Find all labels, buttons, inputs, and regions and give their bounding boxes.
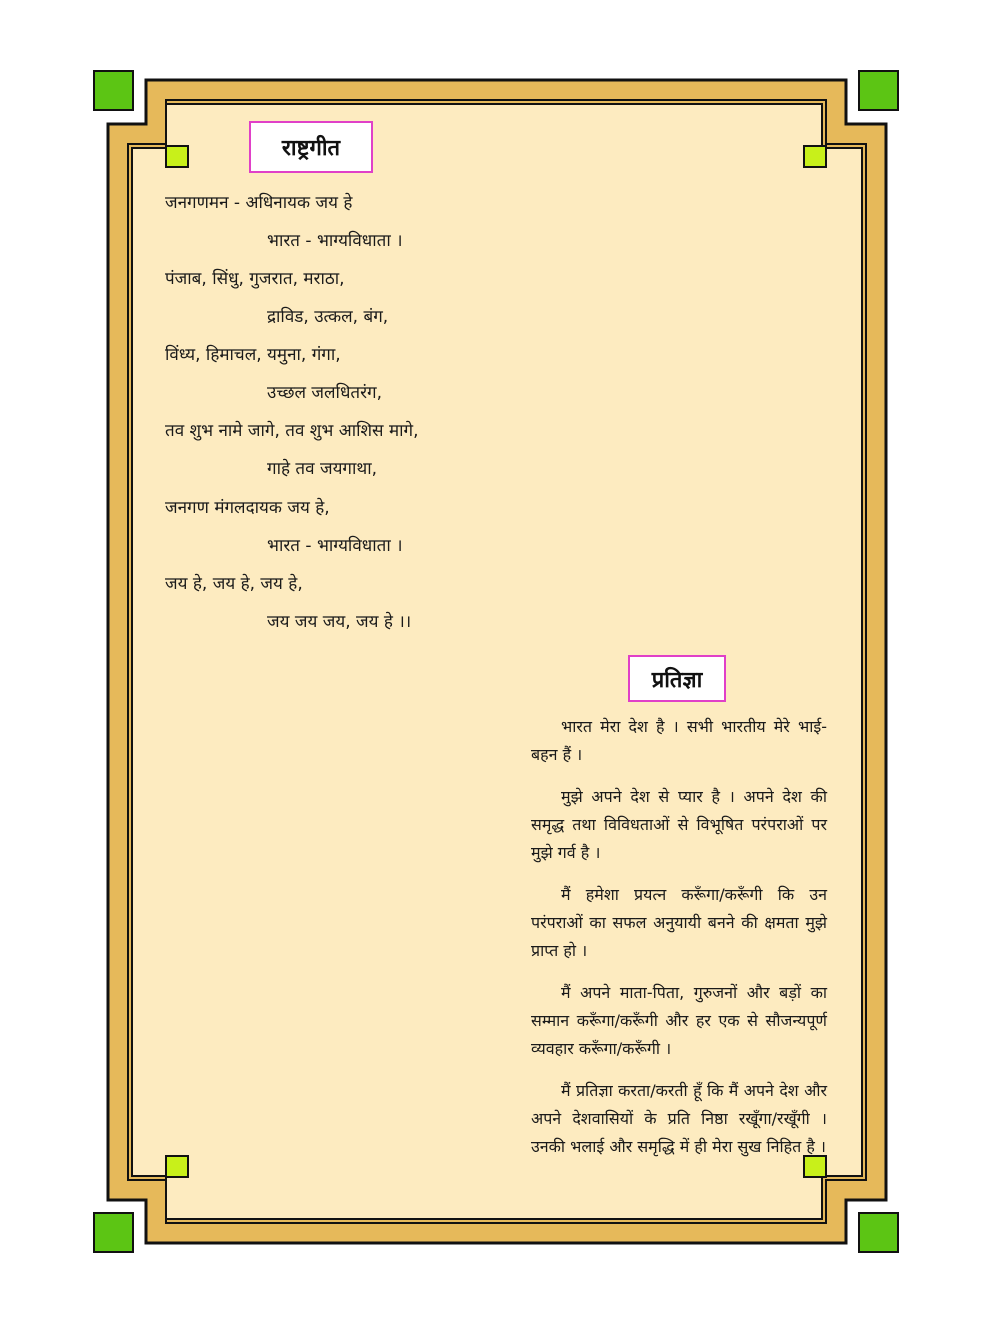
corner-square-bottom-left bbox=[94, 1213, 133, 1252]
anthem-line: जय हे, जय हे, जय हे, bbox=[165, 574, 303, 594]
anthem-line: भारत - भाग्यविधाता । bbox=[267, 231, 403, 251]
anthem-line: गाहे तव जयगाथा, bbox=[267, 459, 378, 479]
anthem-line: द्राविड, उत्कल, बंग, bbox=[267, 307, 389, 327]
corner-square-top-right bbox=[859, 71, 898, 110]
pledge-paragraph: मुझे अपने देश से प्यार है । अपने देश की समृद्ध तथा विविधताओं से विभूषित परंपराओं पर मुझे गर्व है । bbox=[531, 787, 827, 862]
anthem-line: उच्छल जलधितरंग, bbox=[267, 383, 383, 403]
pledge-paragraph: भारत मेरा देश है । सभी भारतीय मेरे भाई-बहन हैं । bbox=[531, 717, 827, 764]
inner-square-bottom-left bbox=[166, 1156, 188, 1177]
corner-square-top-left bbox=[94, 71, 133, 110]
inner-square-top-left bbox=[166, 146, 188, 167]
anthem-line: तव शुभ नामे जागे, तव शुभ आशिस मागे, bbox=[165, 421, 419, 441]
anthem-line: जय जय जय, जय हे ।। bbox=[267, 612, 412, 632]
anthem-line: पंजाब, सिंधु, गुजरात, मराठा, bbox=[165, 269, 345, 289]
anthem-line: जनगण मंगलदायक जय हे, bbox=[165, 498, 330, 518]
anthem-line: भारत - भाग्यविधाता । bbox=[267, 536, 403, 556]
corner-square-bottom-right bbox=[859, 1213, 898, 1252]
anthem-line: जनगणमन - अधिनायक जय हे bbox=[165, 193, 353, 213]
inner-square-top-right bbox=[804, 146, 826, 167]
anthem-line: विंध्य, हिमाचल, यमुना, गंगा, bbox=[165, 345, 341, 365]
pledge-paragraph: मैं प्रतिज्ञा करता/करती हूँ कि मैं अपने देश और अपने देशवासियों के प्रति निष्ठा रखूँगा/रखूँगी । उनकी भलाई और समृद्धि में ही मेरा सुख निहित है । bbox=[531, 1081, 827, 1156]
anthem-title: राष्ट्रगीत bbox=[249, 121, 373, 173]
pledge-title: प्रतिज्ञा bbox=[628, 655, 726, 702]
pledge-paragraph: मैं हमेशा प्रयत्न करूँगा/करूँगी कि उन परंपराओं का सफल अनुयायी बनने की क्षमता मुझे प्राप्त हो । bbox=[531, 885, 827, 960]
pledge-text bbox=[531, 713, 827, 1175]
pledge-paragraph: मैं अपने माता-पिता, गुरुजनों और बड़ों का सम्मान करूँगा/करूँगी और हर एक से सौजन्यपूर्ण व्यवहार करूँगा/करूँगी । bbox=[531, 983, 827, 1058]
